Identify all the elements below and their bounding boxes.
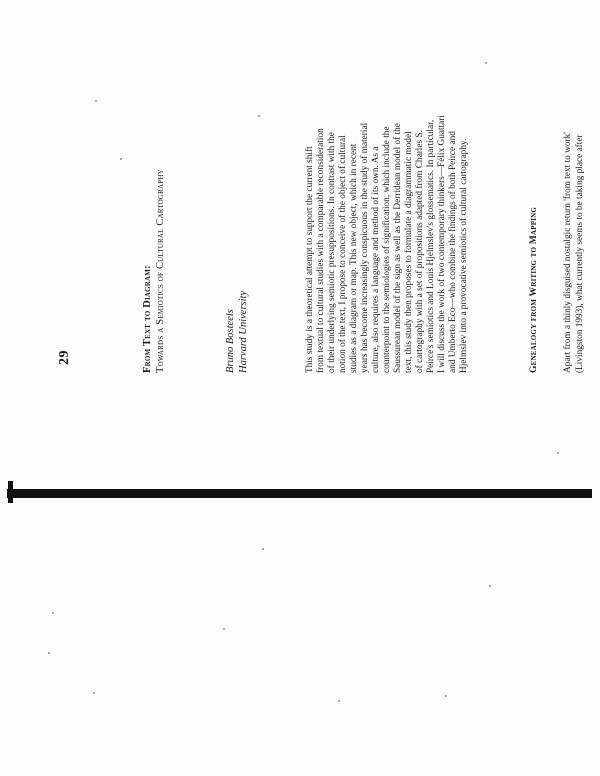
- article-subtitle: Towards a Semiotics of Cultural Cartography: [155, 169, 166, 373]
- section-heading: Genealogy from Writing to Mapping: [528, 206, 539, 373]
- abstract-line: I will discuss the work of two contemporary thinkers—Félix Guattari: [437, 115, 447, 373]
- abstract-line: and Umberto Eco—who combine the findings of both Peirce and: [448, 131, 458, 373]
- scan-speck: [120, 158, 122, 160]
- scan-speck: [52, 612, 54, 614]
- scan-speck: [223, 628, 225, 630]
- scan-speck: [557, 452, 559, 454]
- abstract-line: notion of the text, I propose to conceive of the object of cultural: [338, 135, 348, 373]
- scan-speck: [489, 585, 491, 587]
- binding-edge-cap: [8, 481, 13, 503]
- abstract-line: years has become increasingly conspicuous in the study of material: [360, 122, 370, 373]
- body-line: (Livingston 1993), what currently seems to be taking place after: [575, 134, 585, 373]
- abstract-line: Saussurean model of the sign as well as the Derridean model of the: [393, 123, 403, 373]
- scan-speck: [258, 115, 260, 117]
- abstract-line: studies as a diagram or map. This new object, which in recent: [349, 143, 359, 373]
- abstract-line: of their underlying semiotic presuppositions. In contrast with the: [327, 132, 337, 373]
- body-line: Apart from a thinly disguised nostalgic return 'from text to work': [563, 132, 573, 373]
- scan-speck: [338, 700, 340, 702]
- scan-speck: [93, 692, 95, 694]
- abstract-line: culture, also requires a language and method of its own. As a: [371, 146, 381, 373]
- scan-speck: [48, 652, 50, 654]
- abstract-line: of cartography with a set of propositions adapted from Charles S.: [415, 130, 425, 373]
- article-title: From Text to Diagram:: [142, 265, 153, 373]
- scan-speck: [485, 62, 487, 64]
- abstract-line: Peirce's semiotics and Louis Hjelmslev's glossematics. In particular,: [426, 119, 436, 373]
- abstract-line: text, this study then proposes to formulate a diagrammatic model: [404, 131, 414, 373]
- abstract-line: This study is a theoretical attempt to support the current shift: [305, 146, 315, 373]
- binding-edge-bar: [7, 489, 592, 498]
- page-number: 29: [57, 350, 72, 365]
- abstract-line: Hjelmslev into a provocative semiotics of cultural cartography.: [459, 138, 469, 373]
- abstract-line: counterpoint to the semiologies of signification, which include the: [382, 126, 392, 373]
- abstract-line: from textual to cultural studies with a comparable reconsideration: [316, 128, 326, 373]
- author-affiliation: Harvard University: [238, 290, 249, 373]
- scan-speck: [95, 100, 97, 102]
- scan-speck: [262, 548, 264, 550]
- author-name: Bruno Bosteels: [225, 309, 236, 373]
- scan-speck: [445, 695, 447, 697]
